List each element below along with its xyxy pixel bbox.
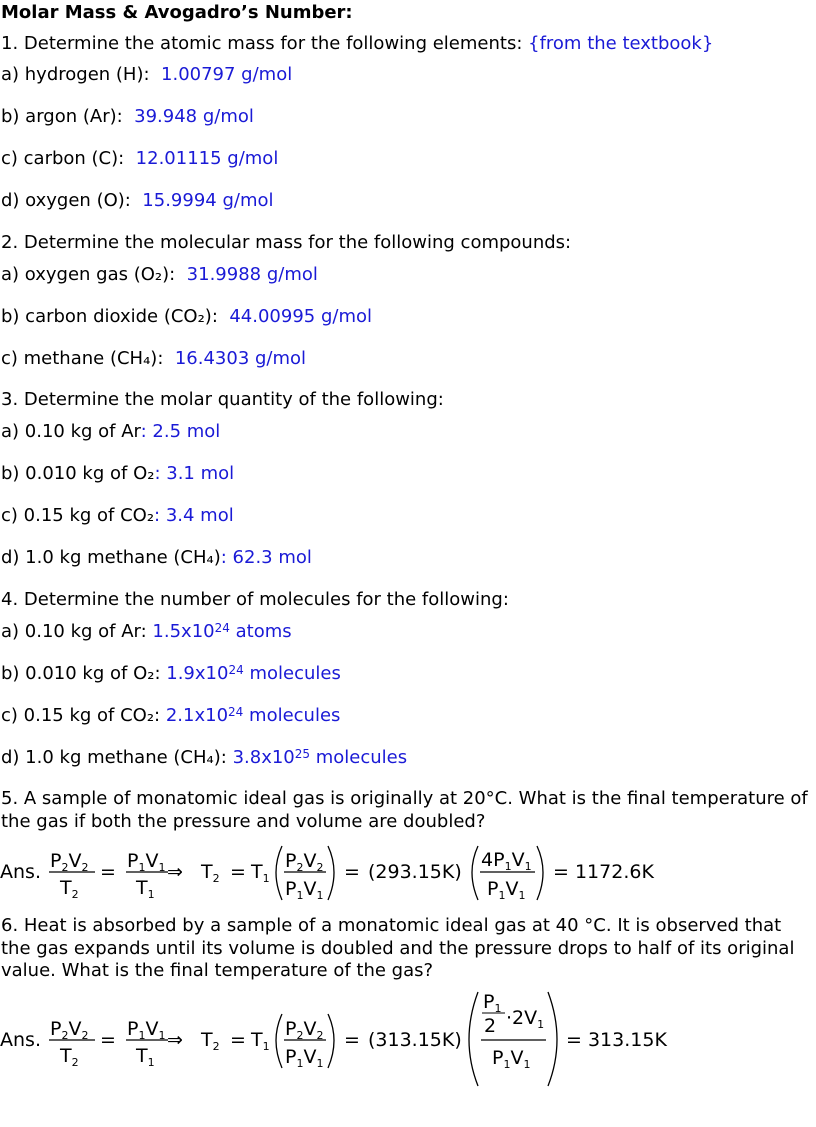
q2-item-a: a) oxygen gas (O₂): 31.9988 g/mol xyxy=(1,264,318,285)
svg-text:P1V1: $P_1V_1$ xyxy=(285,1046,324,1070)
frac-p1v1-over-t1 xyxy=(126,850,168,901)
q2-item-c: c) methane (CH₄): 16.4303 g/mol xyxy=(1,348,307,369)
q4-item-c: c) 0.15 kg of CO₂: $2.1x10^{24}$ molecules xyxy=(1,705,341,726)
q5-text: 5. A sample of monatomic ideal gas is originally at 20°C. What is the final temperature of the gas if both the pressure and volume are doubled? xyxy=(1,788,808,832)
q4-item-b: b) 0.010 kg of O₂: $1.9x10^{24}$ molecules xyxy=(1,663,341,684)
q3-item-a: a) 0.10 kg of Ar: 2.5 mol xyxy=(1,421,221,442)
svg-text:=: = xyxy=(100,861,116,883)
svg-text:T1: $T_1$ xyxy=(136,1045,155,1069)
svg-text:T1: $T_1$ xyxy=(136,877,155,901)
svg-text:=: = xyxy=(344,1029,360,1051)
svg-text:P1V1: $P_1V_1$ xyxy=(285,878,324,902)
frac-p2v2-over-t2 xyxy=(49,1018,95,1069)
q3-prompt: 3. Determine the molar quantity of the following: xyxy=(1,389,444,410)
q3-item-b: b) 0.010 kg of O₂: 3.1 mol xyxy=(1,463,235,484)
svg-text:4P1V1: $4P_1V_1$ xyxy=(481,849,532,873)
q6-result: = 313.15K xyxy=(566,1029,667,1051)
q1-item-a: a) hydrogen (H): 1.00797 g/mol xyxy=(1,64,293,85)
q2-item-b: b) carbon dioxide (CO₂): 44.00995 g/mol xyxy=(1,306,372,327)
svg-text:⇒: ⇒ xyxy=(167,1029,183,1051)
svg-text:P1V1: $P_1V_1$ xyxy=(487,878,526,902)
frac-p1v1-over-t1 xyxy=(126,1018,168,1069)
q5-result: = 1172.6K xyxy=(553,861,654,883)
q2-prompt: 2. Determine the molecular mass for the following compounds: xyxy=(1,232,572,253)
q1-prompt: 1. Determine the atomic mass for the following elements: {from the textbook} xyxy=(1,33,714,54)
q1-item-c: c) carbon (C): 12.01115 g/mol xyxy=(1,148,279,169)
svg-text:P2V2: $P_2V_2$ xyxy=(50,1018,89,1042)
svg-text:T2: $T_2$ xyxy=(201,1029,220,1053)
svg-text:P1: $P_1$ xyxy=(483,991,502,1015)
svg-text:=: = xyxy=(344,861,360,883)
svg-text:=: = xyxy=(230,861,246,883)
q6-text: 6. Heat is absorbed by a sample of a monatomic ideal gas at 40 °C. It is observed that the gas expands until its volume is doubled and the pressure drops to half of its original value. What is the final temperature of the gas? xyxy=(1,915,795,981)
svg-text:T1: $T_1$ xyxy=(251,1029,270,1053)
q6-equation xyxy=(0,988,816,1088)
svg-text:P1V1: $P_1V_1$ xyxy=(492,1047,531,1071)
svg-text:P1V1: $P_1V_1$ xyxy=(127,1018,166,1042)
q1-item-d: d) oxygen (O): 15.9994 g/mol xyxy=(1,190,274,211)
svg-text:·2V1: $\cdot 2V_1$ xyxy=(506,1007,545,1031)
svg-text:T2: $T_2$ xyxy=(60,877,79,901)
q3-item-d: d) 1.0 kg methane (CH₄): 62.3 mol xyxy=(1,547,312,568)
svg-text:P2V2: $P_2V_2$ xyxy=(285,1018,324,1042)
q5-temp: (293.15K) xyxy=(368,861,462,883)
svg-text:P2V2: $P_2V_2$ xyxy=(50,850,89,874)
svg-text:P2V2: $P_2V_2$ xyxy=(285,850,324,874)
frac-p2v2-over-t2 xyxy=(49,850,95,901)
q6-temp: (313.15K) xyxy=(368,1029,462,1051)
svg-text:=: = xyxy=(100,1029,116,1051)
svg-text:=: = xyxy=(230,1029,246,1051)
svg-text:⇒: ⇒ xyxy=(167,861,183,883)
q4-item-d: d) 1.0 kg methane (CH₄): $3.8x10^{25}$ molecules xyxy=(1,747,408,768)
svg-text:P1V1: $P_1V_1$ xyxy=(127,850,166,874)
q1-item-b: b) argon (Ar): 39.948 g/mol xyxy=(1,106,254,127)
q6-ans-label: Ans. xyxy=(0,1029,41,1051)
q4-item-a: a) 0.10 kg of Ar: $1.5x10^{24}$ atoms xyxy=(1,621,292,642)
svg-text:T1: $T_1$ xyxy=(251,861,270,885)
svg-text:2: 2 xyxy=(484,1015,497,1037)
q5-equation xyxy=(0,838,816,908)
q4-prompt: 4. Determine the number of molecules for the following: xyxy=(1,589,509,610)
svg-text:T2: $T_2$ xyxy=(60,1045,79,1069)
q1-note: {from the textbook} xyxy=(528,33,714,54)
q3-item-c: c) 0.15 kg of CO₂: 3.4 mol xyxy=(1,505,234,526)
page-title: Molar Mass & Avogadro’s Number: xyxy=(1,2,353,23)
q5-ans-label: Ans. xyxy=(0,861,41,883)
svg-text:T2: $T_2$ xyxy=(201,861,220,885)
